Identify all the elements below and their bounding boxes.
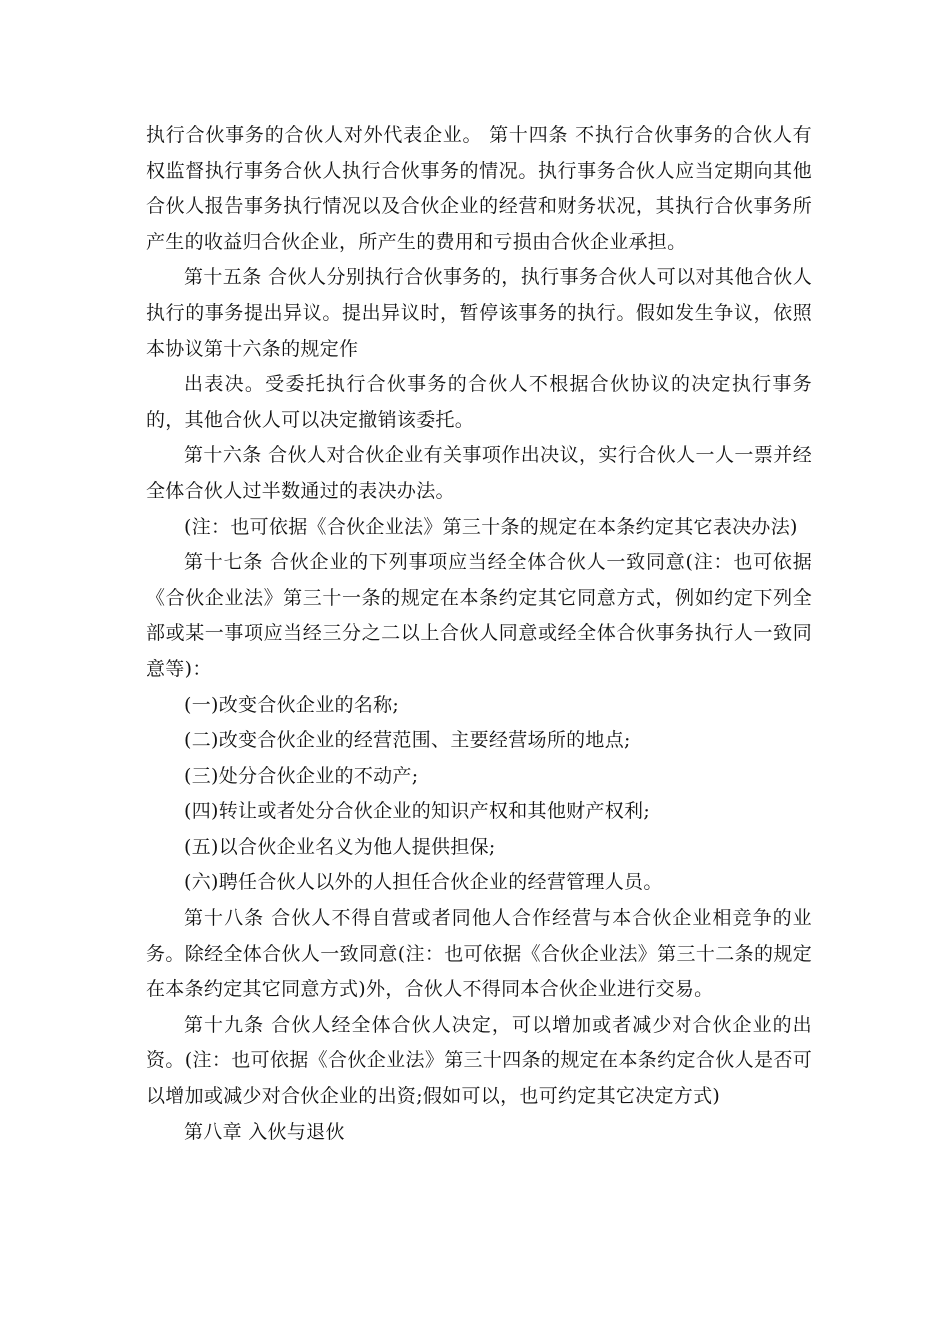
paragraph-article-19: 第十九条 合伙人经全体合伙人决定，可以增加或者减少对合伙企业的出资。(注：也可依据《合伙企业法》第三十四条的规定在本条约定合伙人是否可以增加或减少对合伙企业的出资;假如可以，也可约定其它决定方式) (146, 1013, 812, 1108)
paragraph-article-16: 第十六条 合伙人对合伙企业有关事项作出决议，实行合伙人一人一票并经全体合伙人过半数通过的表决办法。 (146, 444, 812, 502)
chapter-heading: 第八章 入伙与退伙 (184, 1120, 345, 1143)
list-item-1: (一)改变合伙企业的名称; (184, 693, 400, 716)
paragraph-article-17: 第十七条 合伙企业的下列事项应当经全体合伙人一致同意(注：也可依据《合伙企业法》第三十一条的规定在本条约定其它同意方式，例如约定下列全部或某一事项应当经三分之二以上合伙人同意或经全体合伙事务执行人一致同意等)： (146, 551, 812, 680)
list-item-4: (四)转让或者处分合伙企业的知识产权和其他财产权利; (184, 800, 651, 823)
paragraph-article-16-note: (注：也可依据《合伙企业法》第三十条的规定在本条约定其它表决办法) (184, 515, 798, 538)
document-body (146, 118, 812, 1150)
paragraph-article-15-continued: 出表决。受委托执行合伙事务的合伙人不根据合伙协议的决定执行事务的，其他合伙人可以决定撤销该委托。 (146, 373, 812, 431)
paragraph-article-14: 执行合伙事务的合伙人对外代表企业。 第十四条 不执行合伙事务的合伙人有权监督执行事务合伙人执行合伙事务的情况。执行事务合伙人应当定期向其他合伙人报告事务执行情况以及合伙企业的经营和财务状况，其执行合伙事务所产生的收益归合伙企业，所产生的费用和亏损由合伙企业承担。 (146, 124, 812, 253)
paragraph-article-18: 第十八条 合伙人不得自营或者同他人合作经营与本合伙企业相竞争的业务。除经全体合伙人一致同意(注：也可依据《合伙企业法》第三十二条的规定在本条约定其它同意方式)外，合伙人不得同本合伙企业进行交易。 (146, 907, 812, 1001)
list-item-6: (六)聘任合伙人以外的人担任合伙企业的经营管理人员。 (184, 871, 663, 894)
list-item-2: (二)改变合伙企业的经营范围、主要经营场所的地点; (184, 729, 631, 752)
list-item-3: (三)处分合伙企业的不动产; (184, 764, 419, 787)
paragraph-article-15: 第十五条 合伙人分别执行合伙事务的，执行事务合伙人可以对其他合伙人执行的事务提出异议。提出异议时，暂停该事务的执行。假如发生争议，依照本协议第十六条的规定作 (146, 266, 812, 360)
list-item-5: (五)以合伙企业名义为他人提供担保; (184, 835, 496, 858)
